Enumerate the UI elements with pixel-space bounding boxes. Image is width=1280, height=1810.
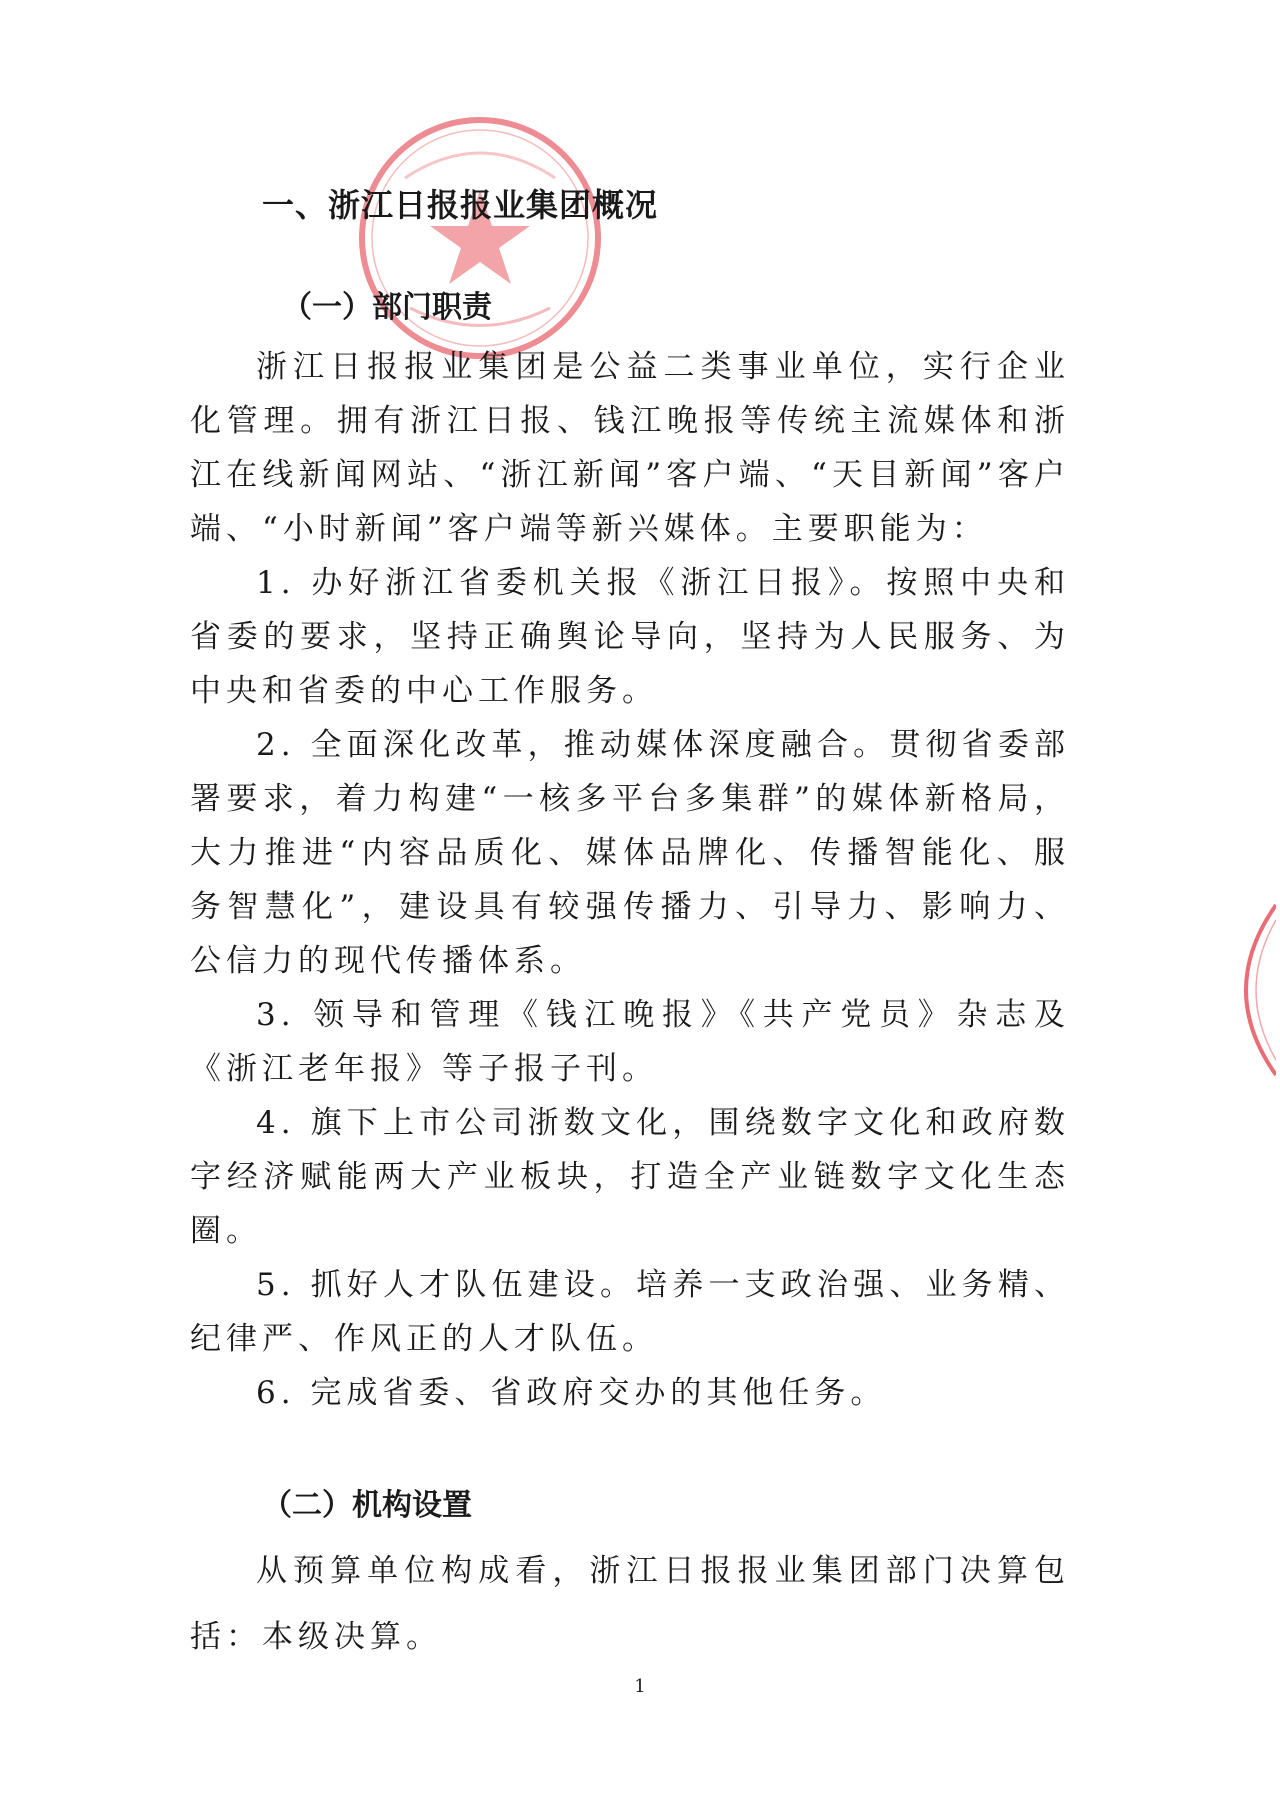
duty-item-6: 6. 完成省委、省政府交办的其他任务。 [256, 1375, 887, 1411]
org-structure-heading: （二）机构设置 [262, 1488, 472, 1523]
page-number: 1 [634, 1676, 646, 1697]
duty-item-5: 5. 抓好人才队伍建设。培养一支政治强、业务精、纪律严、作风正的人才队伍。 [190, 1267, 1070, 1357]
section-title: 一、浙江日报报业集团概况 [262, 186, 659, 224]
duty-item-3: 3. 领导和管理《钱江晚报》《共产党员》杂志及《浙江老年报》等子报子刊。 [190, 997, 1070, 1087]
dept-duties-intro: 浙江日报报业集团是公益二类事业单位，实行企业化管理。拥有浙江日报、钱江晚报等传统主流媒体和浙江在线新闻网站、“浙江新闻”客户端、“天目新闻”客户端、“小时新闻”客户端等新兴媒体。主要职能为： [190, 349, 1070, 547]
edge-seal-icon [1236, 900, 1276, 1080]
dept-duties-heading: （一）部门职责 [282, 290, 492, 325]
duty-item-4: 4. 旗下上市公司浙数文化，围绕数字文化和政府数字经济赋能两大产业板块，打造全产业链数字文化生态圈。 [190, 1105, 1070, 1249]
duty-item-2: 2. 全面深化改革，推动媒体深度融合。贯彻省委部署要求，着力构建“一核多平台多集群”的媒体新格局，大力推进“内容品质化、媒体品牌化、传播智能化、服务智慧化”，建设具有较强传播力、引导力、影响力、公信力的现代传播体系。 [190, 727, 1070, 979]
org-structure-text: 从预算单位构成看，浙江日报报业集团部门决算包括：本级决算。 [190, 1553, 1070, 1655]
official-seal-icon [350, 108, 610, 368]
duty-item-1: 1. 办好浙江省委机关报《浙江日报》。按照中央和省委的要求，坚持正确舆论导向，坚持为人民服务、为中央和省委的中心工作服务。 [190, 565, 1070, 709]
